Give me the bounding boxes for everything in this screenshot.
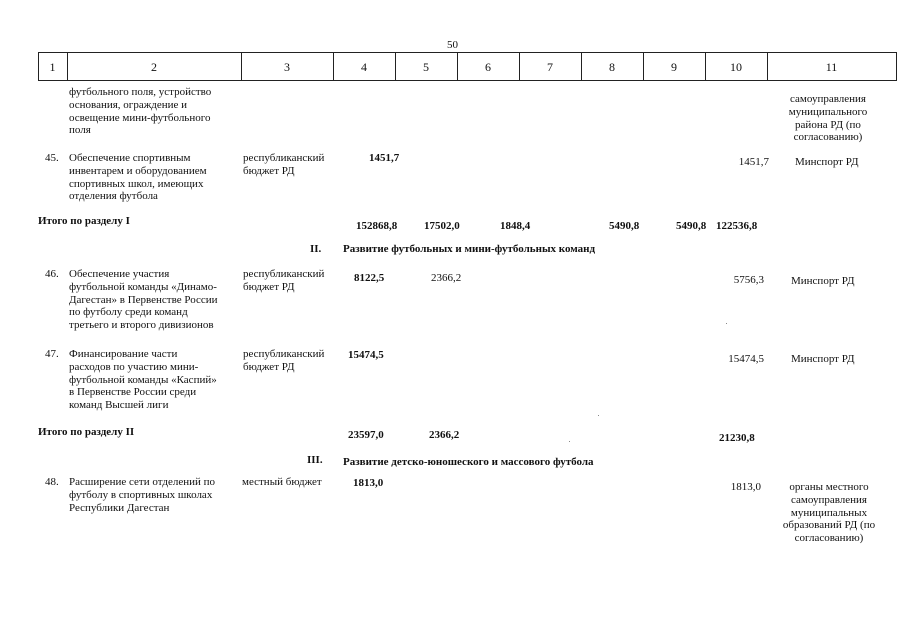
row-number: 47. [45,348,59,360]
col-number-11: 11 [825,60,838,74]
total-amount: 1451,7 [369,152,400,164]
col-number-4: 4 [361,60,367,74]
total-col10: 122536,8 [716,220,758,232]
executor: Минспорт РД [791,353,855,365]
total-col8: 5490,8 [609,220,640,232]
col-number-9: 9 [671,60,677,74]
funding-source: республиканский бюджет РД [243,152,325,177]
col-number-6: 6 [485,60,491,74]
executor: Минспорт РД [791,275,855,287]
total-col5: 17502,0 [424,220,460,232]
column-header-row [38,52,897,81]
total-amount: 1813,0 [353,477,384,489]
col-divider [896,52,897,81]
funding-source: местный бюджет [242,476,322,488]
measure-name: Финансирование части расходов по участию мини- футбольной команды «Каспий» в Первенстве России среди команд Высшей лиги [69,348,217,412]
col-number-7: 7 [547,60,553,74]
section-number: II. [310,243,322,255]
total-col5: 2366,2 [429,429,460,441]
total-col4: 152868,8 [356,220,398,232]
col-number-2: 2 [151,60,157,74]
header-bottom-rule [38,80,897,81]
total-col10: 21230,8 [719,432,755,444]
funding-source: республиканский бюджет РД [243,348,325,373]
measure-name: Расширение сети отделений по футболу в спортивных школах Республики Дагестан [69,476,216,514]
section-title: Развитие детско-юношеского и массового футбола [343,456,594,468]
total-label: Итого по разделу II [38,426,135,438]
scan-speck [569,441,570,442]
total-amount: 15474,5 [348,349,384,361]
col10-amount: 1451,7 [738,156,769,168]
executor: органы местного самоуправления муниципальных образований РД (по согласованию) [782,481,876,545]
col5-amount: 2366,2 [431,272,462,284]
col-number-10: 10 [730,60,742,74]
scan-speck [598,415,599,416]
funding-source: республиканский бюджет РД [243,268,325,293]
total-amount: 8122,5 [354,272,385,284]
continued-measure-name: футбольного поля, устройство основания, ограждение и освещение мини-футбольного поля [69,86,212,137]
measure-name: Обеспечение спортивным инвентарем и оборудованием спортивных школ, имеющих отделения футбола [69,152,207,203]
col10-amount: 15474,5 [728,353,764,365]
row-number: 48. [45,476,59,488]
total-col9: 5490,8 [676,220,707,232]
row-number: 45. [45,152,59,164]
executor: Минспорт РД [795,156,859,168]
total-col4: 23597,0 [348,429,384,441]
section-number: III. [307,454,323,466]
col-number-8: 8 [609,60,615,74]
continued-executor: самоуправления муниципального района РД (по согласованию) [788,93,868,144]
row-number: 46. [45,268,59,280]
col-number-1: 1 [49,60,56,74]
header-top-rule [38,52,897,53]
total-col6: 1848,4 [500,220,531,232]
col10-amount: 5756,3 [733,274,764,286]
section-title: Развитие футбольных и мини-футбольных команд [343,243,596,255]
scan-speck [726,323,727,324]
page-number: 50 [447,39,458,51]
measure-name: Обеспечение участия футбольной команды «Динамо- Дагестан» в Первенстве России по футболу среди команд третьего и второго дивизионов [69,268,218,332]
col-number-5: 5 [423,60,429,74]
total-label: Итого по разделу I [38,215,130,227]
col-number-3: 3 [284,60,290,74]
col10-amount: 1813,0 [730,481,761,493]
